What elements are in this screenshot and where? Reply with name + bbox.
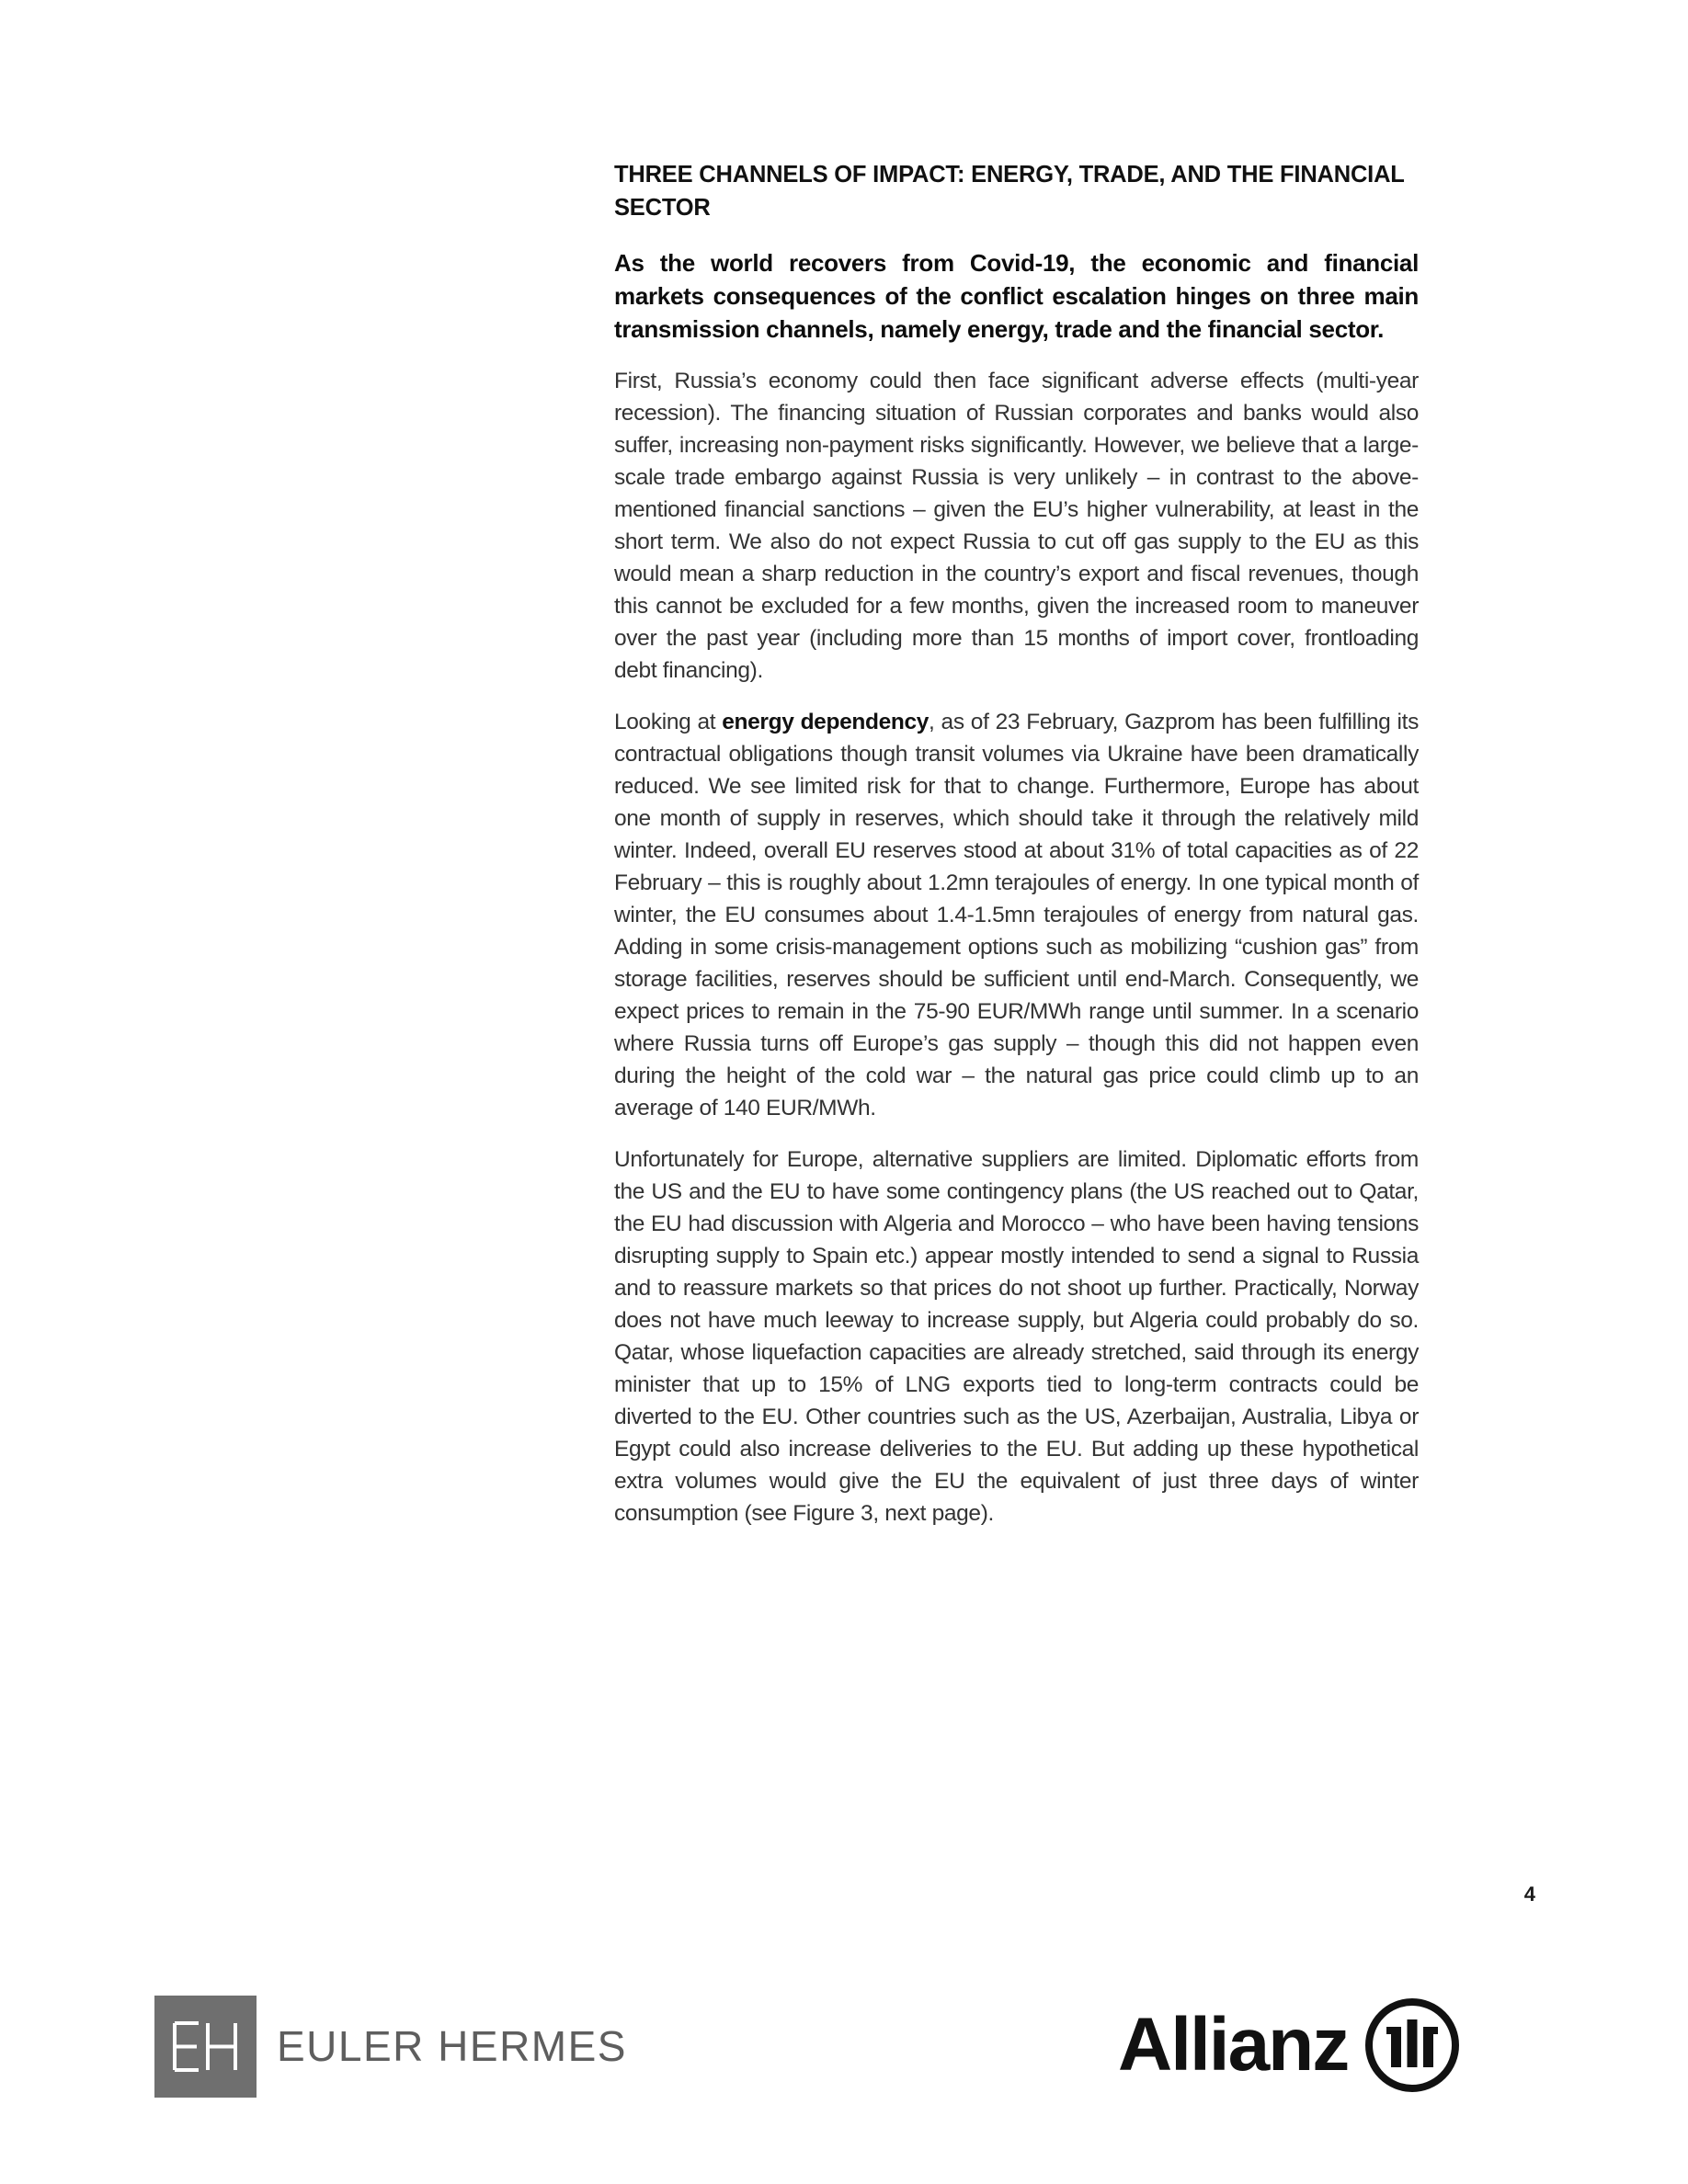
page-number: 4 [1523,1883,1535,1905]
paragraph-2-rest: , as of 23 February, Gazprom has been fulfilling its contractual obligations though transit volumes via Ukraine have been dramatically reduced. We see limited risk for that to change. Furthermore, Europe has about one month of supply in reserves, which should take it through the relatively mild winter. Indeed, overall EU reserves stood at about 31% of total capacities as of 22 February – this is roughly about 1.2mn terajoules of energy. In one typical month of winter, the EU consumes about 1.4-1.5mn terajoules of energy from natural gas. Adding in some crisis-management options such as mobilizing “cushion gas” from storage facilities, reserves should be sufficient until end-March. Consequently, we expect prices to remain in the 75-90 EUR/MWh range until summer. In a scenario where Russia turns off Europe’s gas supply – though this did not happen even during the height of the cold war – the natural gas price could climb up to an average of 140 EUR/MWh. [614,710,1419,1120]
allianz-logo [1118,1995,1460,2096]
body-paragraph-2 [614,706,1419,1124]
allianz-eagle-icon [1364,1997,1460,2093]
paragraph-2-prefix: Looking at [614,710,723,734]
euler-hermes-logo [154,1995,627,2098]
main-content [614,158,1419,1549]
body-paragraph-3: Unfortunately for Europe, alternative suppliers are limited. Diplomatic efforts from the US and the EU to have some contingency plans (the US reached out to Qatar, the EU had discussion with Algeria and Morocco – who have been having tensions disrupting supply to Spain etc.) appear mostly intended to send a signal to Russia and to reassure markets so that prices do not shoot up further. Practically, Norway does not have much leeway to increase supply, but Algeria could probably do so. Qatar, whose liquefaction capacities are already stretched, said through its energy minister that up to 15% of LNG exports tied to long-term contracts could be diverted to the EU. Other countries such as the US, Azerbaijan, Australia, Libya or Egypt could also increase deliveries to the EU. But adding up these hypothetical extra volumes would give the EU the equivalent of just three days of winter consumption (see Figure 3, next page). [614,1147,1419,1526]
body-paragraph-1: First, Russia’s economy could then face significant adverse effects (multi-year recession). The financing situation of Russian corporates and banks would also suffer, increasing non-payment risks significantly. However, we believe that a large-scale trade embargo against Russia is very unlikely – in contrast to the above-mentioned financial sanctions – given the EU’s higher vulnerability, at least in the short term. We also do not expect Russia to cut off gas supply to the EU as this would mean a sharp reduction in the country’s export and fiscal revenues, though this cannot be excluded for a few months, given the increased room to maneuver over the past year (including more than 15 months of import cover, frontloading debt financing). [614,369,1419,683]
energy-dependency-emphasis: energy dependency [722,710,930,734]
section-title: THREE CHANNELS OF IMPACT: ENERGY, TRADE, AND THE FINANCIAL SECTOR [614,162,1405,221]
eh-monogram-icon [154,1996,257,2098]
lead-paragraph: As the world recovers from Covid-19, the economic and financial markets consequences of the conflict escalation hinges on three main transmission channels, namely energy, trade and the financial sector. [614,249,1419,343]
euler-hermes-wordmark: EULER HERMES [277,2022,627,2070]
allianz-wordmark: Allianz [1118,2003,1349,2087]
